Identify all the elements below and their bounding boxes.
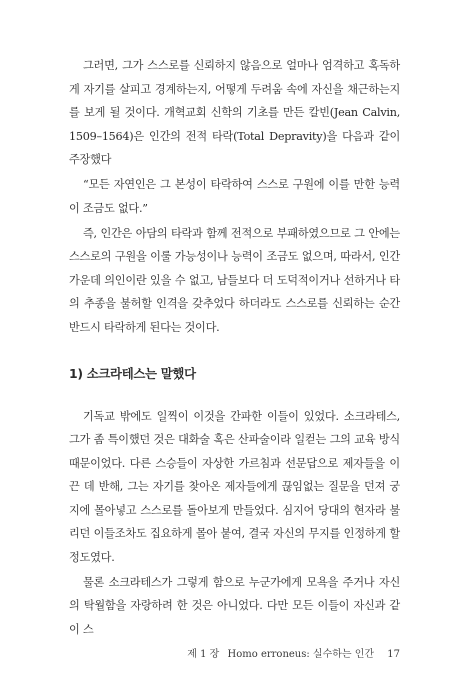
body-paragraph: 그러면, 그가 스스로를 신뢰하지 않음으로 얼마나 엄격하고 혹독하게 자기를 살피고 경계하는지, 어떻게 두려움 속에 자신을 채근하는지를 보게 될 것이다. 개혁교회 신학의 기초를 만든 칼빈(Jean Calvin, 1509–1564)은 인간의 전적 타락(Total Depravity)을 다음과 같이 주장했다	[69, 59, 400, 166]
body-paragraph: 물론 소크라테스가 그렇게 함으로 누군가에게 모욕을 주거나 자신의 탁월함을 자랑하려 한 것은 아니었다. 다만 모든 이들이 자신과 같이 스	[69, 575, 400, 636]
page-footer	[0, 645, 400, 660]
section-heading: 1) 소크라테스는 말했다	[69, 366, 196, 381]
body-paragraph: 즉, 인간은 아담의 타락과 함께 전적으로 부패하였으므로 그 안에는 스스로의 구원을 이룰 가능성이나 능력이 조금도 없으며, 따라서, 인간 가운데 의인이란 있을 수 없고, 남들보다 더 도덕적이거나 선하거나 타의 추종을 불허할 인격을 갖추었다 하더라도 스스로를 신뢰하는 순간 반드시 타락하게 된다는 것이다.	[69, 226, 400, 334]
footer-title: Homo erroneus: 실수하는 인간	[227, 649, 375, 660]
page-number: 17	[387, 649, 400, 660]
calvin-quote: “모든 자연인은 그 본성이 타락하여 스스로 구원에 이를 만한 능력이 조금도 없다.”	[69, 178, 400, 215]
body-paragraph: 기독교 밖에도 일찍이 이것을 간파한 이들이 있었다. 소크라테스, 그가 좀 특이했던 것은 대화술 혹은 산파술이라 일컫는 그의 교육 방식 때문이었다. 다른 스승들이 자상한 가르침과 선문답으로 제자들을 이끈 데 반해, 그는 자기를 찾아온 제자들에게 끊임없는 질문을 던져 궁지에 몰아넣고 스스로를 돌아보게 만들었다. 심지어 당대의 현자라 불리던 이들조차도 집요하게 몰아 붙여, 결국 자신의 무지를 인정하게 할 정도였다.	[69, 409, 400, 564]
footer-chapter: 제 1 장	[187, 649, 220, 660]
page-body	[69, 54, 400, 643]
